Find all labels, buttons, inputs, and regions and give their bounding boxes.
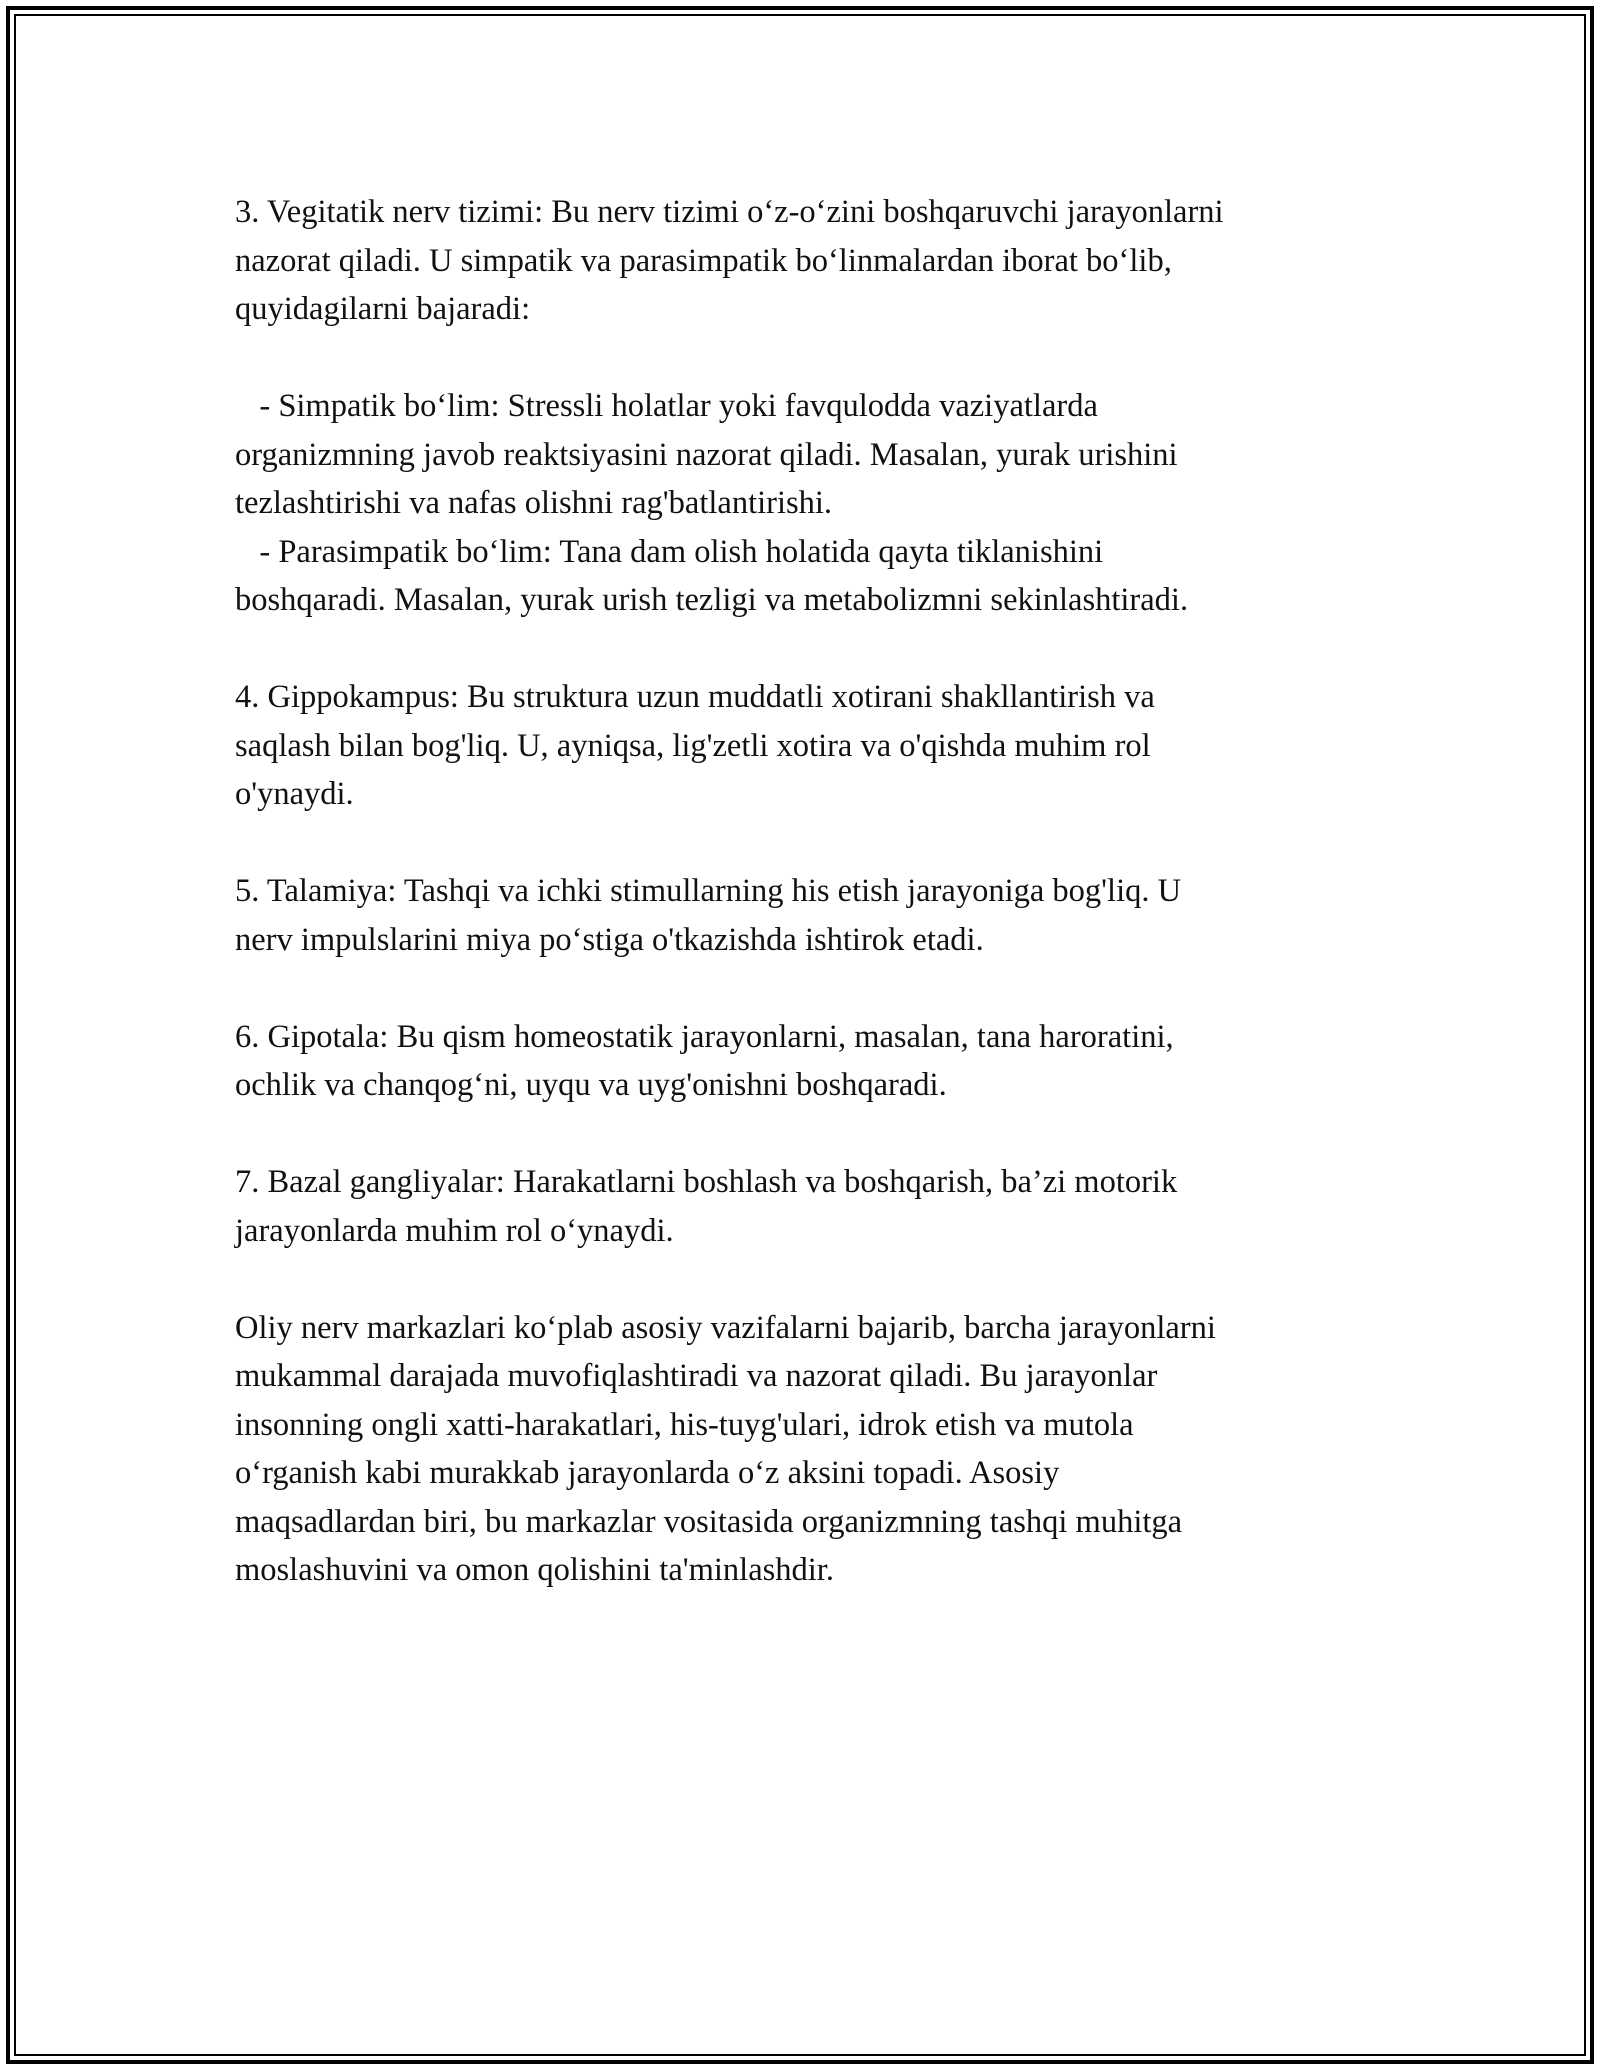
text-line: boshqaradi. Masalan, yurak urish tezligi va metabolizmni sekinlashtiradi. [235, 582, 1189, 618]
text-line: 5. Talamiya: Tashqi va ichki stimullarning his etish jarayoniga bog'liq. U [235, 873, 1182, 909]
text-line: - Parasimpatik bo‘lim: Tana dam olish holatida qayta tiklanishini [235, 533, 1104, 570]
text-line: o‘rganish kabi murakkab jarayonlarda o‘z aksini topadi. Asosiy [235, 1455, 1060, 1491]
paragraph-sympathetic-parasympathetic [235, 382, 1385, 625]
paragraph-conclusion [235, 1304, 1385, 1595]
text-line: Oliy nerv markazlari ko‘plab asosiy vazifalarni bajarib, barcha jarayonlarni [235, 1309, 1216, 1346]
text-line: quyidagilarni bajaradi: [235, 291, 531, 327]
text-line: 6. Gipotala: Bu qism homeostatik jarayonlarni, masalan, tana haroratini, [235, 1018, 1174, 1055]
text-line: maqsadlardan biri, bu markazlar vositasida organizmning tashqi muhitga [235, 1503, 1183, 1540]
paragraph-hypothalamus [235, 1013, 1385, 1110]
text-line: moslashuvini va omon qolishini ta'minlashdir. [235, 1552, 834, 1588]
text-line: o'ynaydi. [235, 776, 354, 812]
text-line: mukammal darajada muvofiqlashtiradi va nazorat qiladi. Bu jarayonlar [235, 1358, 1158, 1394]
text-line: saqlash bilan bog'liq. U, ayniqsa, lig'zetli xotira va o'qishda muhim rol [235, 727, 1151, 764]
text-line: tezlashtirishi va nafas olishni rag'batlantirishi. [235, 485, 833, 521]
text-line: nazorat qiladi. U simpatik va parasimpatik bo‘linmalardan iborat bo‘lib, [235, 242, 1172, 279]
text-line: 7. Bazal gangliyalar: Harakatlarni boshlash va boshqarish, ba’zi motorik [235, 1164, 1178, 1200]
text-line: jarayonlarda muhim rol o‘ynaydi. [235, 1212, 674, 1249]
text-line: ochlik va chanqog‘ni, uyqu va uyg'onishni boshqaradi. [235, 1067, 947, 1103]
text-line: insonning ongli xatti-harakatlari, his-tuyg'ulari, idrok etish va mutola [235, 1406, 1134, 1443]
text-line: 4. Gippokampus: Bu struktura uzun muddatli xotirani shakllantirish va [235, 679, 1155, 715]
text-line: organizmning javob reaktsiyasini nazorat qiladi. Masalan, yurak urishini [235, 436, 1178, 473]
paragraph-thalamus [235, 867, 1385, 964]
paragraph-hippocampus [235, 673, 1385, 819]
paragraph-basal-ganglia [235, 1158, 1385, 1255]
text-line: 3. Vegitatik nerv tizimi: Bu nerv tizimi o‘z-o‘zini boshqaruvchi jarayonlarni [235, 194, 1224, 230]
text-line: nerv impulslarini miya po‘stiga o'tkazishda ishtirok etadi. [235, 921, 984, 958]
paragraph-vegetative-nervous-system [235, 188, 1385, 334]
document-body [235, 188, 1385, 1643]
text-line: - Simpatik bo‘lim: Stressli holatlar yoki favqulodda vaziyatlarda [235, 388, 1098, 424]
